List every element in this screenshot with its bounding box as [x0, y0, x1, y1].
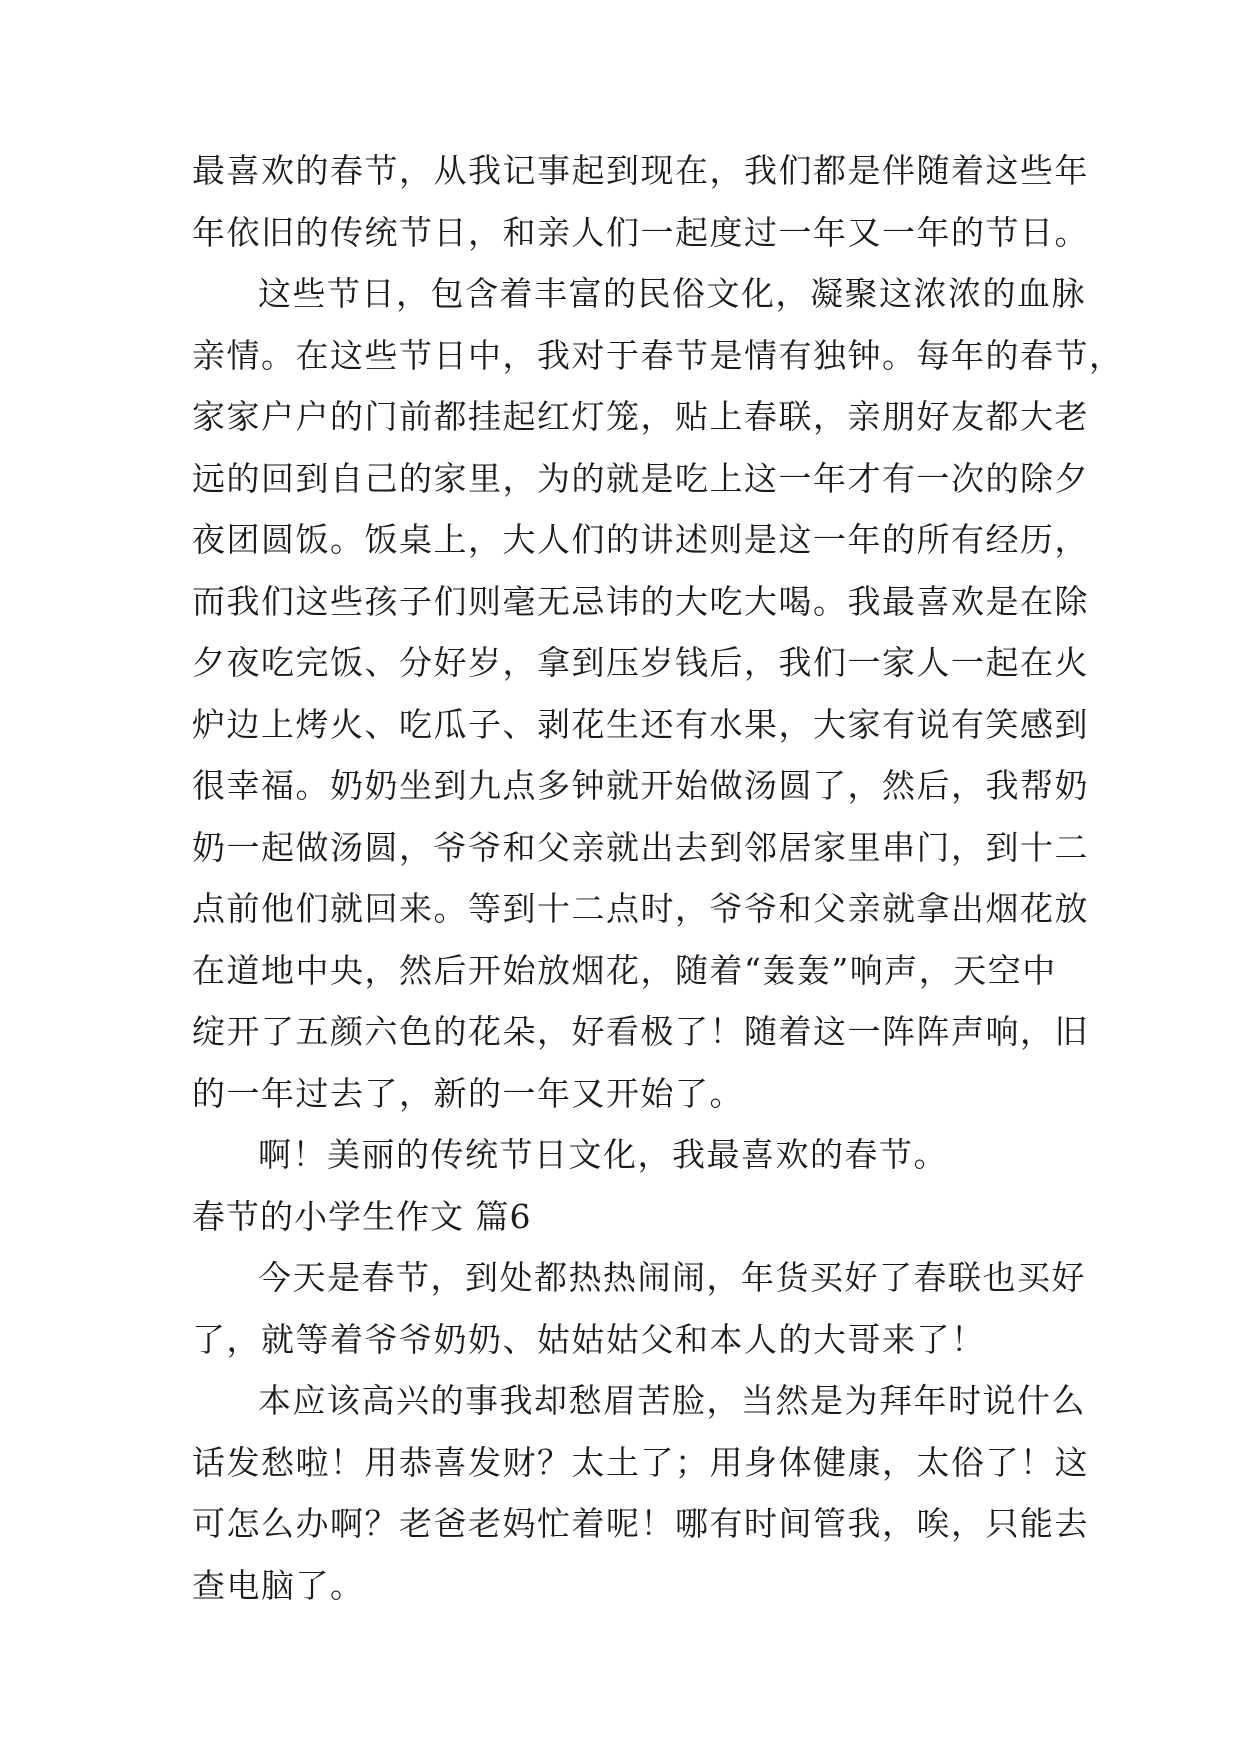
text-line: 夜团圆饭。饭桌上，大人们的讲述则是这一年的所有经历， [192, 520, 1089, 559]
paragraph-first-line: 本应该高兴的事我却愁眉苦脸，当然是为拜年时说什么 [258, 1381, 1086, 1420]
text-line: 查电脑了。 [192, 1565, 365, 1605]
text-line: 在道地中央，然后开始放烟花，随着“轰轰”响声，天空中 [192, 950, 1057, 990]
text-line: 远的回到自己的家里，为的就是吃上这一年才有一次的除夕 [192, 458, 1089, 498]
text-line: 话发愁啦！用恭喜发财？太土了；用身体健康，太俗了！这 [192, 1442, 1089, 1482]
section-heading: 春节的小学生作文 篇6 [192, 1196, 532, 1236]
text-line: 年依旧的传统节日，和亲人们一起度过一年又一年的节日。 [192, 212, 1089, 252]
text-line: 家家户户的门前都挂起红灯笼，贴上春联，亲朋好友都大老 [192, 397, 1089, 436]
paragraph-first-line: 这些节日，包含着丰富的民俗文化，凝聚这浓浓的血脉 [258, 274, 1086, 313]
text-line: 奶一起做汤圆，爷爷和父亲就出去到邻居家里串门，到十二 [192, 827, 1089, 867]
text-line: 很幸福。奶奶坐到九点多钟就开始做汤圆了，然后，我帮奶 [192, 766, 1089, 805]
text-line: 而我们这些孩子们则毫无忌讳的大吃大喝。我最喜欢是在除 [192, 581, 1089, 621]
text-line: 炉边上烤火、吃瓜子、剥花生还有水果，大家有说有笑感到 [192, 704, 1089, 744]
text-line: 夕夜吃完饭、分好岁，拿到压岁钱后，我们一家人一起在火 [192, 643, 1089, 682]
text-line: 可怎么办啊？老爸老妈忙着呢！哪有时间管我，唉，只能去 [192, 1504, 1089, 1543]
text-line: 了，就等着爷爷奶奶、姑姑姑父和本人的大哥来了！ [192, 1319, 986, 1359]
text-line: 绽开了五颜六色的花朵，好看极了！随着这一阵阵声响，旧 [192, 1012, 1089, 1051]
document-body [192, 140, 1124, 1616]
text-line: 亲情。在这些节日中，我对于春节是情有独钟。每年的春节， [192, 335, 1124, 375]
text-line: 最喜欢的春节，从我记事起到现在，我们都是伴随着这些年 [192, 151, 1089, 190]
paragraph-first-line: 啊！美丽的传统节日文化，我最喜欢的春节。 [258, 1135, 948, 1174]
text-line: 的一年过去了，新的一年又开始了。 [192, 1073, 744, 1113]
text-line: 点前他们就回来。等到十二点时，爷爷和父亲就拿出烟花放 [192, 889, 1089, 928]
paragraph-first-line: 今天是春节，到处都热热闹闹，年货买好了春联也买好 [258, 1258, 1086, 1297]
